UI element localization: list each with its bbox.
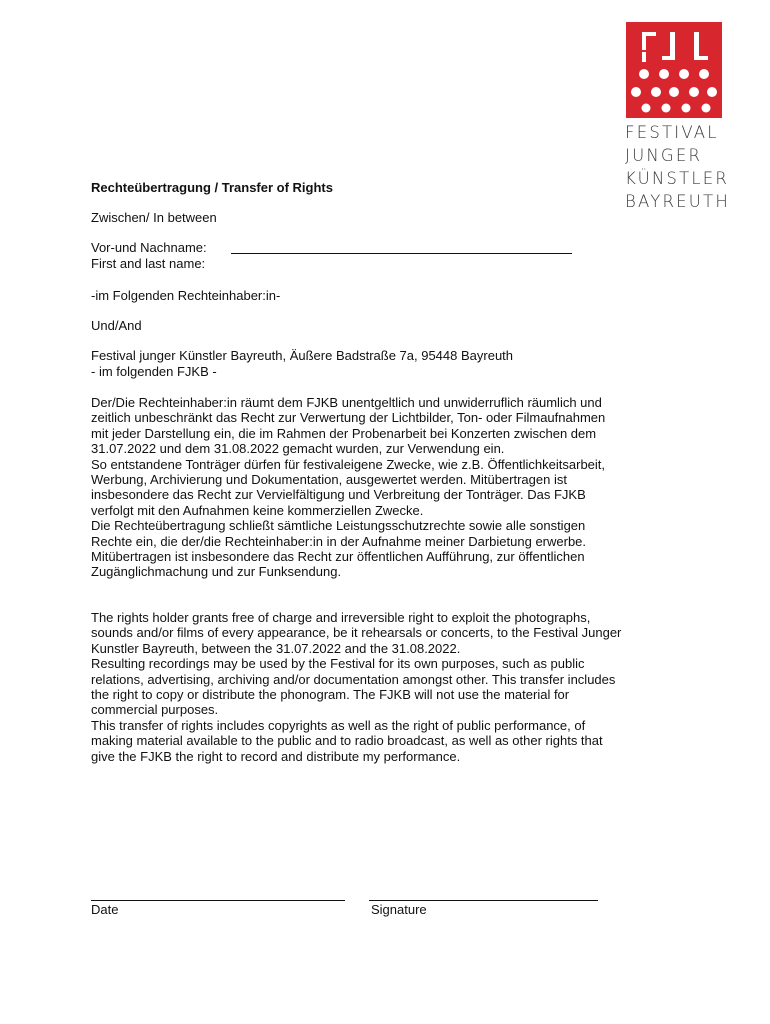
paragraph-line: insbesondere das Recht zur Vervielfältigung und Verbreitung der Tonträger. Das FJKB	[91, 487, 586, 503]
paragraph-line: Werbung, Archivierung und Dokumentation, ausgewertet werden. Mitübertragen ist	[91, 472, 567, 488]
and-label: Und/And	[91, 318, 142, 333]
paragraph-line: Mitübertragen ist insbesondere das Recht zur öffentlichen Aufführung, zur öffentlichen	[91, 549, 585, 565]
festival-logo-mark	[626, 22, 722, 118]
paragraph-line: Kunstler Bayreuth, between the 31.07.2022 and the 31.08.2022.	[91, 640, 461, 656]
logo-line-1: FESTIVAL	[625, 123, 719, 142]
name-label-de: Vor-und Nachname:	[91, 240, 207, 255]
paragraph-line: Rechte ein, die der/die Rechteinhaber:in in der Aufnahme meiner Darbietung erwerbe.	[91, 533, 587, 549]
paragraph-line: So entstandene Tonträger dürfen für festivaleigene Zwecke, wie z.B. Öffentlichkeitsarbeit,	[91, 456, 606, 472]
paragraph-german	[91, 395, 605, 580]
logo-line-2: JUNGER	[625, 146, 703, 165]
name-label-en: First and last name:	[91, 256, 206, 271]
paragraph-line: mit jeder Darstellung ein, die im Rahmen der Probenarbeit bei Konzerten zwischen dem	[91, 425, 597, 441]
paragraph-line: the right to copy or distribute the phonogram. The FJKB will not use the material for	[91, 687, 570, 703]
paragraph-line: Zugänglichmachung und zur Funksendung.	[91, 564, 342, 580]
paragraph-line: give the FJKB the right to record and distribute my performance.	[91, 748, 461, 764]
logo-line-3: KÜNSTLER	[625, 169, 730, 188]
paragraph-line: 31.07.2022 und dem 31.08.2022 gemacht wurden, zur Verwendung ein.	[91, 441, 505, 457]
festival-logo-wordmark	[625, 121, 737, 213]
paragraph-line: zeitlich unbeschränkt das Recht zur Verwertung der Lichtbilder, Ton- oder Filmaufnahmen	[91, 410, 606, 426]
date-label: Date	[91, 902, 119, 917]
paragraph-line: Resulting recordings may be used by the Festival for its own purposes, such as public	[91, 656, 585, 672]
signature-label: Signature	[371, 902, 427, 917]
between-label: Zwischen/ In between	[91, 210, 217, 225]
paragraph-line: verfolgt mit den Aufnahmen keine kommerziellen Zwecke.	[91, 502, 424, 518]
fjkb-address: Festival junger Künstler Bayreuth, Äußere Badstraße 7a, 95448 Bayreuth	[91, 348, 514, 363]
name-signature-line[interactable]	[231, 253, 572, 254]
paragraph-line: making material available to the public and to radio broadcast, as well as other rights that	[91, 733, 603, 749]
paragraph-line: Die Rechteübertragung schließt sämtliche Leistungsschutzrechte sowie alle sonstigen	[91, 518, 586, 534]
rights-holder-label: -im Folgenden Rechteinhaber:in-	[91, 288, 281, 303]
paragraph-line: Der/Die Rechteinhaber:in räumt dem FJKB unentgeltlich und unwiderruflich räumlich und	[91, 395, 602, 410]
fjkb-short-label: - im folgenden FJKB -	[91, 364, 217, 379]
paragraph-line: This transfer of rights includes copyrights as well as the right of public performance, of	[91, 717, 586, 733]
festival-logo	[620, 22, 732, 211]
paragraph-line: The rights holder grants free of charge and irreversible right to exploit the photographs,	[91, 610, 591, 625]
paragraph-english	[91, 610, 621, 764]
document-title: Rechteübertragung / Transfer of Rights	[91, 180, 333, 195]
paragraph-line: sounds and/or films of every appearance, be it rehearsals or concerts, to the Festival Junger	[91, 625, 622, 641]
logo-line-4: BAYREUTH	[625, 192, 730, 211]
paragraph-line: commercial purposes.	[91, 702, 219, 718]
date-line[interactable]	[91, 900, 345, 901]
signature-line[interactable]	[369, 900, 598, 901]
paragraph-line: relations, advertising, archiving and/or documentation amongst other. This transfer includes	[91, 671, 616, 687]
